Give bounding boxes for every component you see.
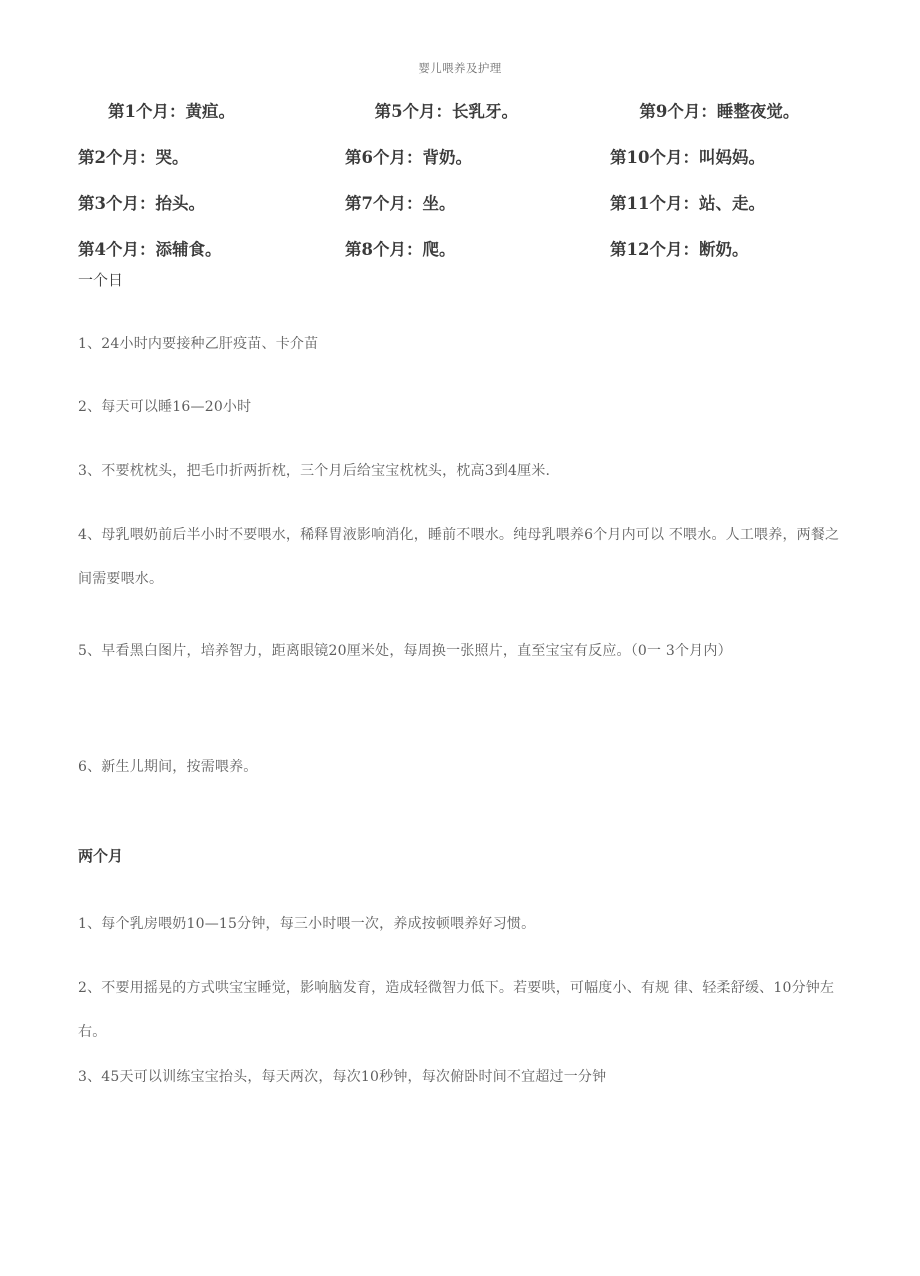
table-row bbox=[78, 101, 868, 147]
milestone-month-4: 第4个月：添辅食。 bbox=[78, 240, 222, 259]
table-row bbox=[78, 239, 868, 285]
milestone-month-8: 第8个月：爬。 bbox=[345, 240, 456, 259]
section-heading-month-two: 两个月 bbox=[78, 847, 124, 865]
list-item: 3、45天可以训练宝宝抬头，每天两次，每次10秒钟，每次俯卧时间不宜超过一分钟 bbox=[78, 1069, 607, 1085]
milestone-month-5: 第5个月：长乳牙。 bbox=[374, 102, 519, 121]
list-item: 6、新生儿期间，按需喂养。 bbox=[78, 759, 258, 775]
milestone-month-3: 第3个月：抬头。 bbox=[78, 194, 205, 213]
milestone-month-9: 第9个月：睡整夜觉。 bbox=[639, 102, 800, 121]
milestone-month-6: 第6个月：背奶。 bbox=[345, 148, 472, 167]
list-item: 3、不要枕枕头，把毛巾折两折枕，三个月后给宝宝枕枕头，枕高3到4厘米. bbox=[78, 463, 551, 479]
milestone-grid bbox=[78, 101, 868, 285]
list-item: 2、每天可以睡16—20小时 bbox=[78, 399, 252, 415]
milestone-month-1: 第1个月：黄疸。 bbox=[108, 102, 235, 121]
page-title: 婴儿喂养及护理 bbox=[418, 61, 502, 75]
list-item: 5、早看黑白图片，培养智力，距离眼镜20厘米处，每周换一张照片，直至宝宝有反应。（0一 3个月内） bbox=[78, 643, 732, 659]
list-item: 1、24小时内要接种乙肝疫苗、卡介苗 bbox=[78, 336, 319, 352]
milestone-month-7: 第7个月：坐。 bbox=[345, 194, 456, 213]
section-heading-month-one: 一个日 bbox=[78, 271, 124, 289]
milestone-month-10: 第10个月：叫妈妈。 bbox=[610, 148, 765, 167]
table-row bbox=[78, 193, 868, 239]
table-row bbox=[78, 147, 868, 193]
milestone-month-12: 第12个月：断奶。 bbox=[610, 240, 749, 259]
milestone-month-11: 第11个月：站、走。 bbox=[610, 194, 765, 213]
list-item: 4、母乳喂奶前后半小时不要喂水，稀释胃液影响消化，睡前不喂水。纯母乳喂养6个月内可以 不喂水。人工喂养，两餐之间需要喂水。 bbox=[78, 527, 840, 587]
milestone-month-2: 第2个月：哭。 bbox=[78, 148, 189, 167]
list-item: 2、不要用摇晃的方式哄宝宝睡觉，影响脑发育，造成轻微智力低下。若要哄，可幅度小、有规 律、轻柔舒缓、10分钟左右。 bbox=[78, 980, 835, 1040]
list-item: 1、每个乳房喂奶10—15分钟，每三小时喂一次，养成按顿喂养好习惯。 bbox=[78, 916, 536, 932]
